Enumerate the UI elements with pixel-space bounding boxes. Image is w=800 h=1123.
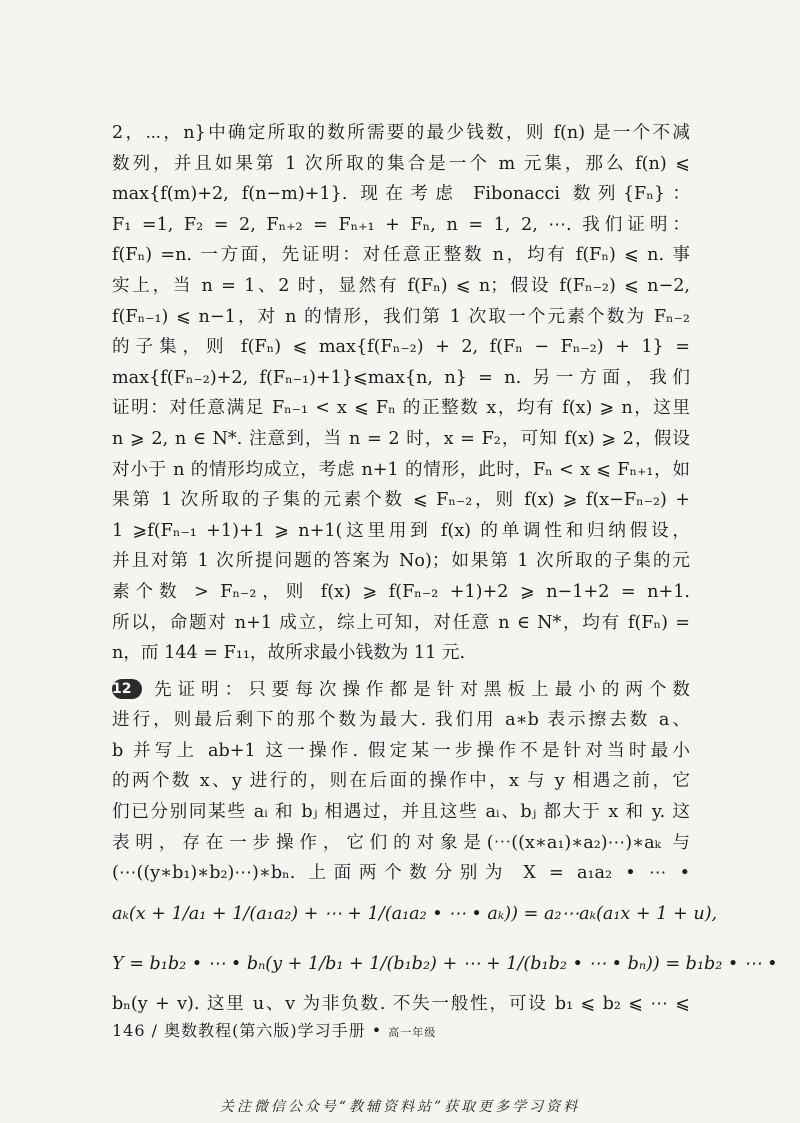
footer-dot: •: [371, 1021, 383, 1040]
text-line: (⋯((y∗b₁)∗b₂)⋯)∗bₙ. 上面两个数分别为 X = a₁a₂ • ⋯ •: [112, 863, 690, 884]
text-line: b 并写上 ab+1 这一操作. 假定某一步操作不是针对当时最小: [112, 740, 690, 761]
text-line: n，而 144 = F₁₁，故所求最小钱数为 11 元.: [112, 643, 466, 664]
text-line: 并且对第 1 次所提问题的答案为 No)；如果第 1 次所取的子集的元: [112, 551, 690, 572]
text-line: f(Fₙ₋₁) ⩽ n−1，对 n 的情形，我们第 1 次取一个元素个数为 Fₙ₋₂: [112, 306, 690, 327]
text-line: 2，⋯，n}中确定所取的数所需要的最少钱数，则 f(n) 是一个不减: [112, 123, 690, 143]
text-line: 的两个数 x、y 进行的，则在后面的操作中，x 与 y 相遇之前，它: [112, 771, 690, 792]
text-line: 数列，并且如果第 1 次所取的集合是一个 m 元集，那么 f(n) ⩽: [112, 153, 690, 174]
formula-y: [112, 939, 778, 989]
text-line: 的子集，则 f(Fₙ) ⩽ max{f(Fₙ₋₂) + 2, f(Fₙ − Fₙ₋₂) + 1} =: [112, 337, 690, 358]
page-number: 146: [112, 1021, 146, 1040]
text-line: 素个数 > Fₙ₋₂，则 f(x) ⩾ f(Fₙ₋₂ +1)+2 ⩾ n−1+2 = n+1.: [112, 581, 690, 602]
text-line: 实上，当 n = 1、2 时，显然有 f(Fₙ) ⩽ n；假设 f(Fₙ₋₂) ⩽ n−2,: [112, 275, 690, 296]
grade-label: 高一年级: [388, 1026, 437, 1039]
text-line: 1 ⩾f(Fₙ₋₁ +1)+1 ⩾ n+1(这里用到 f(x) 的单调性和归纳假设，: [112, 520, 690, 541]
page-body: [112, 118, 778, 1019]
text-line: 们已分别同某些 aᵢ 和 bⱼ 相遇过，并且这些 aᵢ、bⱼ 都大于 x 和 y. 这: [112, 802, 690, 823]
text-line: [112, 675, 690, 706]
formula-x: [112, 889, 718, 939]
text-line: 表明，存在一步操作，它们的对象是(⋯((x∗a₁)∗a₂)⋯)∗aₖ 与: [112, 832, 690, 853]
text-line: max{f(Fₙ₋₂)+2, f(Fₙ₋₁)+1}⩽max{n, n} = n. 另一方面，我们: [112, 367, 690, 388]
page-footer: [112, 1018, 436, 1041]
text-line-content: 先证明：只要每次操作都是针对黑板上最小的两个数: [148, 679, 690, 700]
formula-x-text: aₖ(x + 1/a₁ + 1/(a₁a₂) + ⋯ + 1/(a₁a₂ • ⋯ • aₖ)) = a₂⋯aₖ(a₁x + 1 + u),: [112, 903, 718, 924]
text-line: 证明：对任意满足 Fₙ₋₁ < x ⩽ Fₙ 的正整数 x，均有 f(x) ⩾ n，这里: [112, 398, 690, 419]
book-title: 奥数教程(第六版)学习手册: [164, 1021, 366, 1040]
text-line: F₁ =1, F₂ = 2, Fₙ₊₂ = Fₙ₊₁ + Fₙ, n = 1, 2, ⋯. 我们证明：: [112, 214, 690, 235]
text-line: bₙ(y + v). 这里 u、v 为非负数. 不失一般性，可设 b₁ ⩽ b₂ ⩽ ⋯ ⩽: [112, 993, 690, 1014]
wechat-watermark: 关注微信公众号“教辅资料站”获取更多学习资料: [219, 1099, 581, 1115]
text-line: max{f(m)+2, f(n−m)+1}. 现在考虑 Fibonacci 数列{Fₙ}：: [112, 184, 690, 205]
solution-12-text: [112, 675, 690, 889]
solution-12-continued: [112, 989, 690, 1020]
text-line: f(Fₙ) =n. 一方面，先证明：对任意正整数 n，均有 f(Fₙ) ⩽ n. 事: [112, 245, 690, 266]
text-line: 对小于 n 的情形均成立，考虑 n+1 的情形，此时，Fₙ < x ⩽ Fₙ₊₁，如: [112, 459, 690, 480]
text-line: 进行，则最后剩下的那个数为最大. 我们用 a∗b 表示擦去数 a、: [112, 710, 690, 731]
text-line: 所以，命题对 n+1 成立，综上可知，对任意 n ∈ N*，均有 f(Fₙ) =: [112, 612, 690, 633]
text-line: n ⩾ 2, n ∈ N*. 注意到，当 n = 2 时，x = F₂，可知 f(x) ⩾ 2，假设: [112, 428, 690, 449]
problem-number-badge: 12: [112, 679, 142, 699]
solution-11-text: [112, 118, 690, 669]
footer-separator: /: [151, 1021, 159, 1040]
formula-y-text: Y = b₁b₂ • ⋯ • bₙ(y + 1/b₁ + 1/(b₁b₂) + ⋯ + 1/(b₁b₂ • ⋯ • bₙ)) = b₁b₂ • ⋯ •: [112, 953, 778, 974]
text-line: 果第 1 次所取的子集的元素个数 ⩽ Fₙ₋₂，则 f(x) ⩾ f(x−Fₙ₋₂) +: [112, 490, 690, 511]
